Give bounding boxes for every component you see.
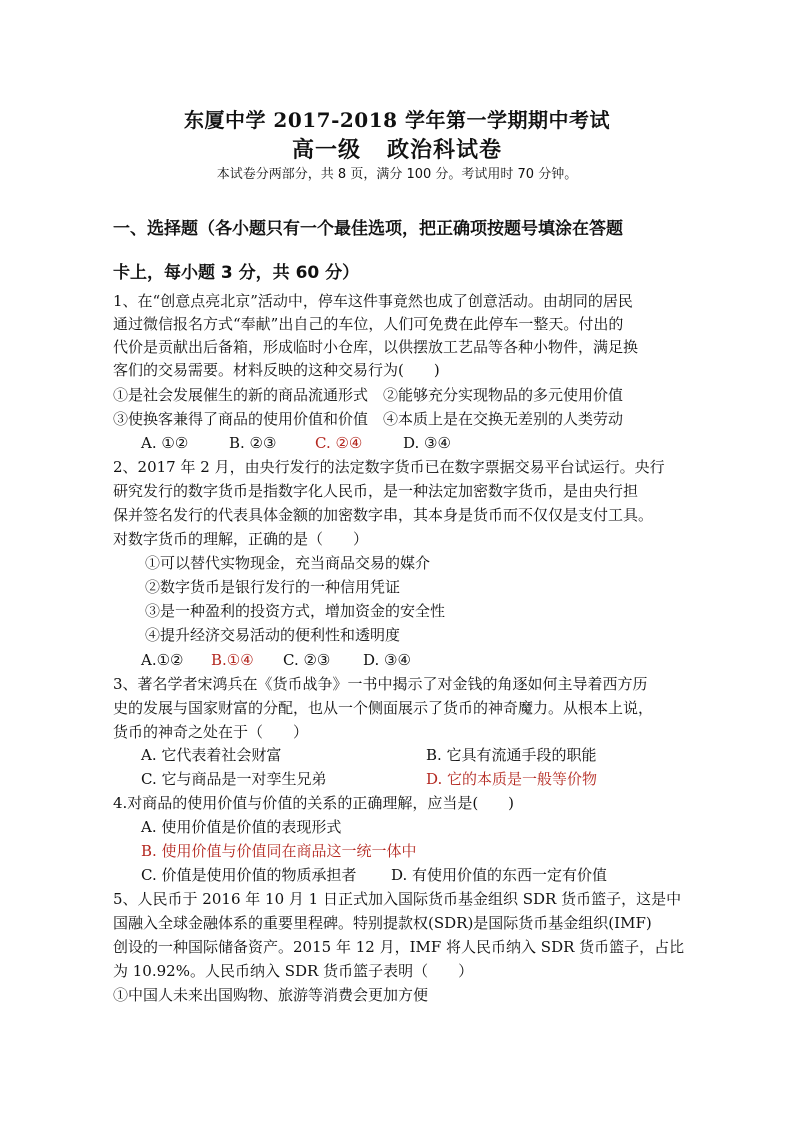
q2-stem-line1: 2、2017 年 2 月，由央行发行的法定数字货币已在数字票据交易平台试运行。央行 bbox=[113, 458, 665, 476]
q5-stem-line2: 国融入全球金融体系的重要里程碑。特别提款权(SDR)是国际货币基金组织(IMF) bbox=[113, 914, 652, 932]
exam-subtitle bbox=[0, 133, 794, 164]
q1-stem-line1: 1、在“创意点亮北京”活动中，停车这件事竟然也成了创意活动。由胡同的居民 bbox=[113, 292, 633, 310]
q5-statement-1: ①中国人未来出国购物、旅游等消费会更加方便 bbox=[113, 986, 429, 1004]
q2-options bbox=[141, 649, 411, 671]
q3-options-row2 bbox=[141, 768, 326, 790]
q1-option-d: D. ③④ bbox=[403, 434, 451, 452]
q2-option-d: D. ③④ bbox=[363, 651, 411, 669]
q2-stem-line3: 保并签名发行的代表具体金额的加密数字串，其本身是货币而不仅仅是支付工具。 bbox=[113, 506, 654, 524]
q2-statement-4: ④提升经济交易活动的便利性和透明度 bbox=[145, 626, 401, 644]
q2-option-a: A.①② bbox=[141, 651, 184, 669]
q1-stem-line3: 代价是贡献出后备箱，形成临时小仓库，以供摆放工艺品等各种小物件，满足换 bbox=[113, 338, 639, 356]
q5-stem-line4: 为 10.92%。人民币纳入 SDR 货币篮子表明（ ） bbox=[113, 962, 474, 980]
q3-stem-line3: 货币的神奇之处在于（ ） bbox=[113, 723, 309, 741]
q4-stem: 4.对商品的使用价值与价值的关系的正确理解，应当是( ) bbox=[113, 794, 515, 812]
q3-options-row1 bbox=[141, 744, 281, 766]
q3-stem-line1: 3、著名学者宋鸿兵在《货币战争》一书中揭示了对金钱的角逐如何主导着西方历 bbox=[113, 675, 648, 693]
q2-statement-2: ②数字货币是银行发行的一种信用凭证 bbox=[145, 578, 401, 596]
exam-title: 东厦中学 2017-2018 学年第一学期期中考试 bbox=[183, 108, 611, 132]
exam-instructions: 本试卷分两部分，共 8 页，满分 100 分。考试用时 70 分钟。 bbox=[216, 167, 578, 182]
q1-stem-line2: 通过微信报名方式“奉献”出自己的车位，人们可免费在此停车一整天。付出的 bbox=[113, 315, 624, 333]
q2-stem-line4: 对数字货币的理解，正确的是（ ） bbox=[113, 530, 369, 548]
q3-option-a: A. 它代表着社会财富 bbox=[141, 746, 282, 764]
q1-option-a: A. ①② bbox=[141, 434, 189, 452]
q1-option-b: B. ②③ bbox=[229, 434, 277, 452]
section-heading-line1: 一、选择题（各小题只有一个最佳选项，把正确项按题号填涂在答题 bbox=[113, 219, 623, 239]
q3-option-c: C. 它与商品是一对孪生兄弟 bbox=[141, 770, 327, 788]
q3-option-d-answer: D. 它的本质是一般等价物 bbox=[426, 770, 598, 788]
q2-option-c: C. ②③ bbox=[283, 651, 331, 669]
q4-option-b-answer: B. 使用价值与价值同在商品这一统一体中 bbox=[141, 842, 417, 860]
q1-stem-line4: 客们的交易需要。材料反映的这种交易行为( ) bbox=[113, 361, 440, 379]
q1-statements-1-2: ①是社会发展催生的新的商品流通形式 ②能够充分实现物品的多元使用价值 bbox=[113, 386, 624, 404]
q4-option-d: D. 有使用价值的东西一定有价值 bbox=[391, 866, 608, 884]
q3-option-b: B. 它具有流通手段的职能 bbox=[426, 746, 597, 764]
subject-label: 政治科试卷 bbox=[387, 137, 503, 163]
q4-option-a: A. 使用价值是价值的表现形式 bbox=[141, 818, 342, 836]
q2-stem-line2: 研究发行的数字货币是指数字化人民币，是一种法定加密数字货币，是由央行担 bbox=[113, 482, 639, 500]
q3-stem-line2: 史的发展与国家财富的分配，也从一个侧面展示了货币的神奇魔力。从根本上说， bbox=[113, 699, 654, 717]
q5-stem-line3: 创设的一种国际储备资产。2015 年 12 月，IMF 将人民币纳入 SDR 货币篮子，占比 bbox=[113, 938, 685, 956]
q2-option-b-answer: B.①④ bbox=[211, 651, 254, 669]
q4-options-row-cd bbox=[141, 864, 607, 886]
section-heading-line2: 卡上，每小题 3 分，共 60 分） bbox=[113, 263, 360, 283]
q5-stem-line1: 5、人民币于 2016 年 10 月 1 日正式加入国际货币基金组织 SDR 货币篮子，这是中 bbox=[113, 890, 682, 908]
q1-statements-3-4: ③使换客兼得了商品的使用价值和价值 ④本质上是在交换无差别的人类劳动 bbox=[113, 410, 624, 428]
q4-option-c: C. 价值是使用价值的物质承担者 bbox=[141, 866, 357, 884]
q1-options bbox=[141, 432, 451, 454]
q2-statement-1: ①可以替代实物现金，充当商品交易的媒介 bbox=[145, 554, 431, 572]
grade-label: 高一级 bbox=[291, 137, 361, 163]
q2-statement-3: ③是一种盈利的投资方式，增加资金的安全性 bbox=[145, 602, 446, 620]
q1-option-c-answer: C. ②④ bbox=[315, 434, 363, 452]
